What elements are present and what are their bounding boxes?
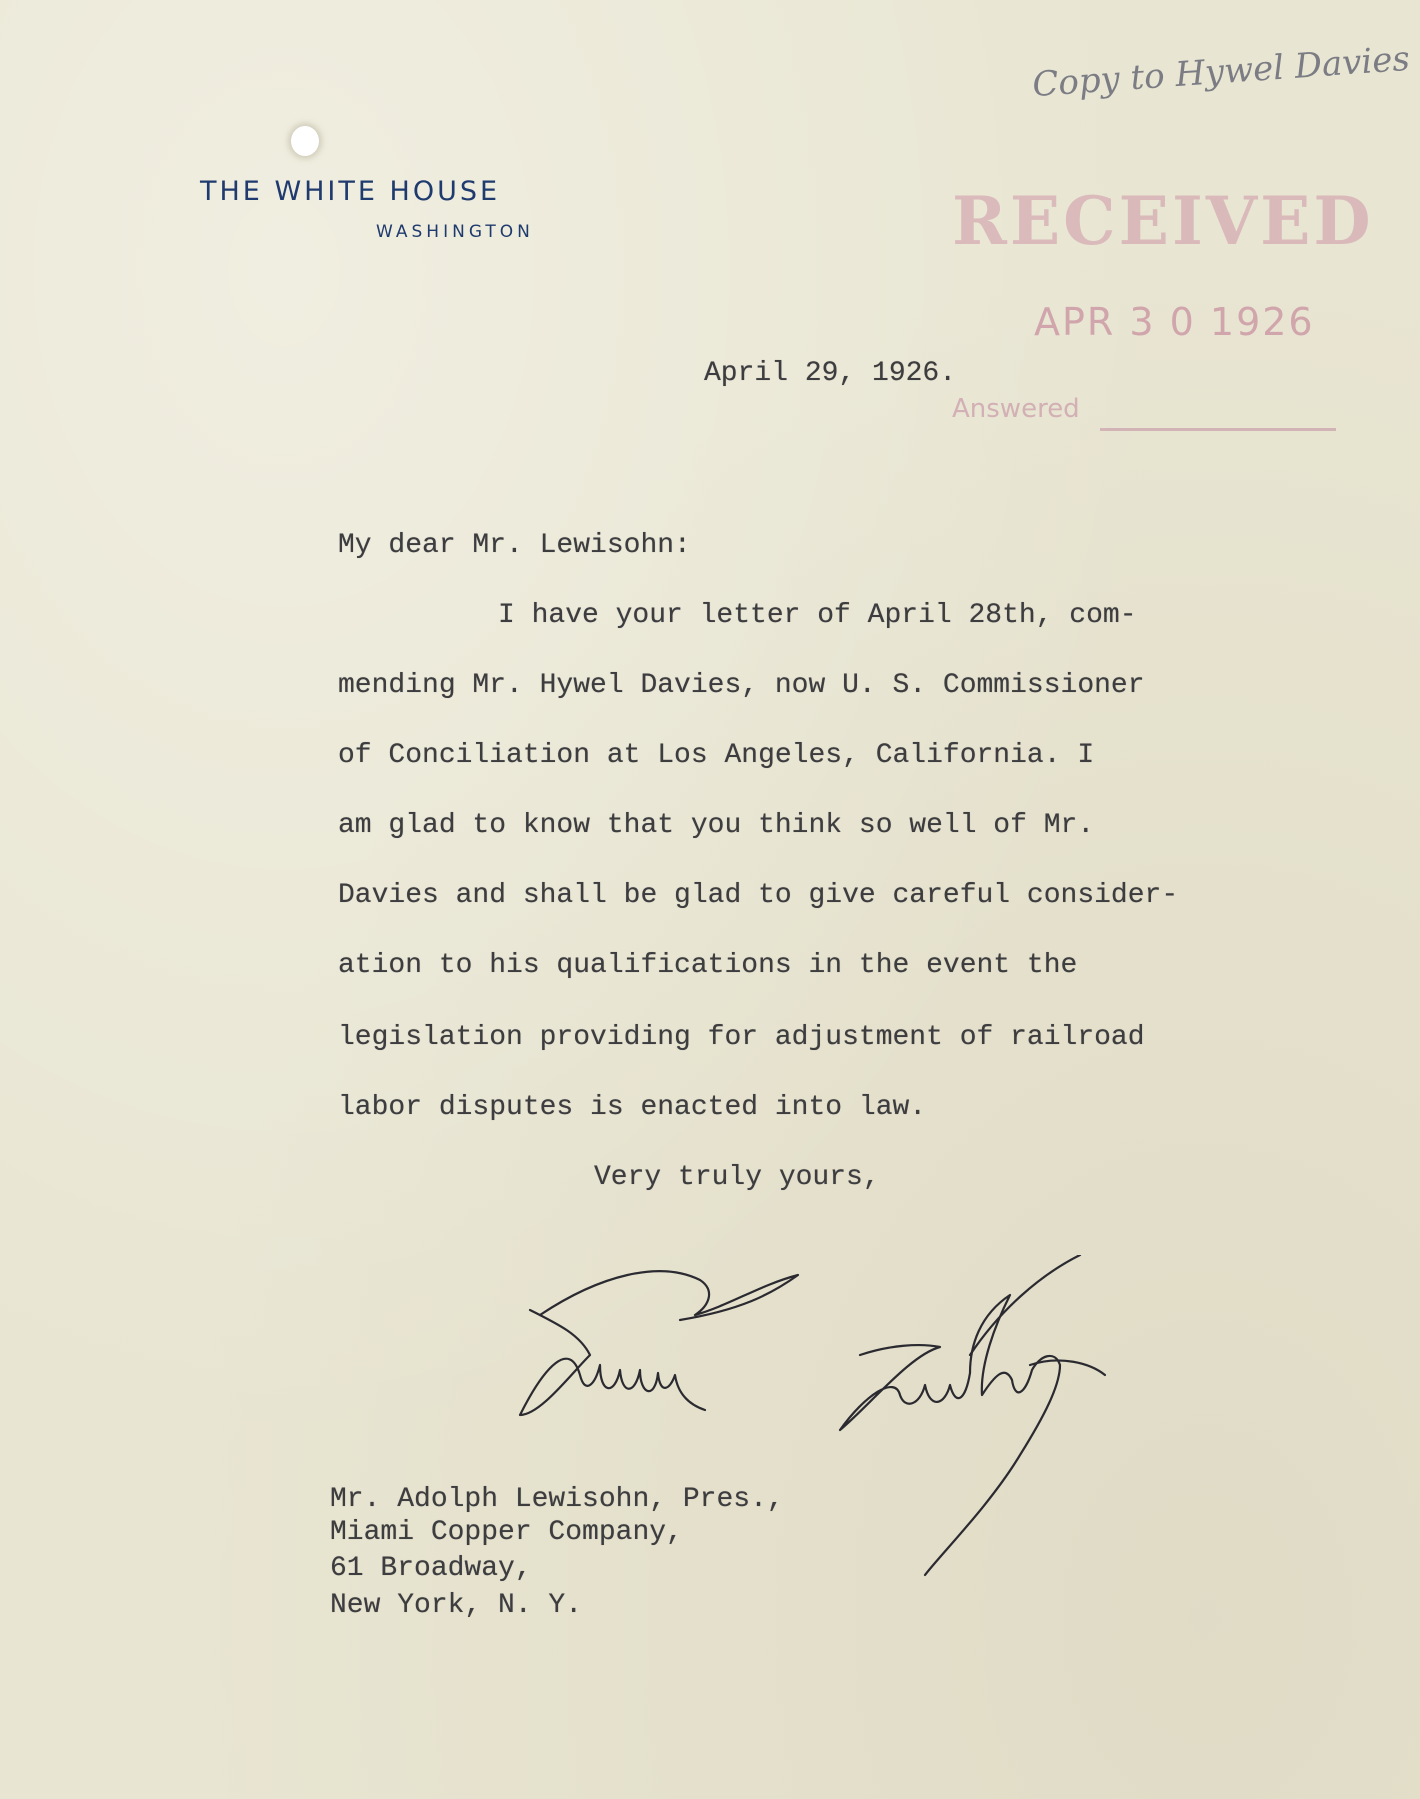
body-line: labor disputes is enacted into law. (338, 1092, 927, 1123)
body-line: ation to his qualifications in the event the (338, 950, 1078, 981)
answered-stamp: Answered (952, 394, 1080, 424)
closing: Very truly yours, (594, 1162, 880, 1193)
body-line: mending Mr. Hywel Davies, now U. S. Commissioner (338, 670, 1145, 701)
punch-hole (291, 126, 319, 156)
body-line: Davies and shall be glad to give careful consider- (338, 880, 1179, 911)
body-line: of Conciliation at Los Angeles, California. I (338, 740, 1095, 771)
letter-date: April 29, 1926. (704, 358, 957, 389)
address-line: Mr. Adolph Lewisohn, Pres., (330, 1484, 784, 1515)
letterhead-title: THE WHITE HOUSE (200, 176, 501, 207)
address-line: Miami Copper Company, (330, 1517, 683, 1548)
handwritten-note: Copy to Hywel Davies (1031, 38, 1412, 106)
address-line: 61 Broadway, (330, 1553, 532, 1584)
salutation: My dear Mr. Lewisohn: (338, 530, 691, 561)
body-line: I have your letter of April 28th, com- (498, 600, 1137, 631)
body-line: am glad to know that you think so well of Mr. (338, 810, 1095, 841)
received-stamp-date: APR 3 0 1926 (1034, 300, 1315, 344)
received-stamp: RECEIVED (952, 182, 1374, 260)
answered-line (1100, 428, 1336, 431)
letterhead-city: WASHINGTON (376, 222, 534, 242)
body-line: legislation providing for adjustment of railroad (338, 1022, 1145, 1053)
address-line: New York, N. Y. (330, 1590, 583, 1621)
